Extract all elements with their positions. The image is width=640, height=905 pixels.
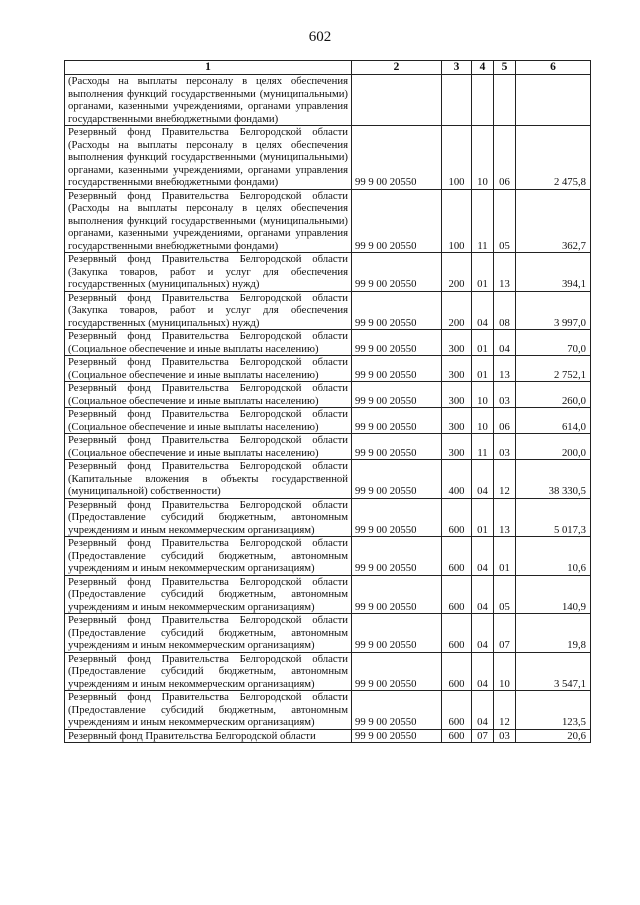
- section-cell: 10: [472, 382, 494, 408]
- section-cell: 01: [472, 253, 494, 292]
- subsection-cell: 08: [494, 291, 516, 330]
- section-cell: 04: [472, 291, 494, 330]
- table-row: [65, 408, 591, 434]
- section-cell: 10: [472, 126, 494, 190]
- table-row: [65, 575, 591, 614]
- column-header: 5: [494, 61, 516, 75]
- table-row: [65, 75, 591, 126]
- expense-name-cell: Резервный фонд Правительства Белгородской области (Предоставление субсидий бюджетным, автономным учреждениям и иным некоммерческим организациям): [65, 498, 352, 537]
- expense-name-cell: Резервный фонд Правительства Белгородской области (Социальное обеспечение и иные выплаты населению): [65, 330, 352, 356]
- subsection-cell: 12: [494, 691, 516, 730]
- amount-cell: 362,7: [516, 189, 591, 253]
- subsection-cell: 13: [494, 253, 516, 292]
- table-row: [65, 126, 591, 190]
- target-article-cell: 99 9 00 20550: [352, 460, 442, 499]
- expense-type-cell: 600: [442, 498, 472, 537]
- subsection-cell: 13: [494, 356, 516, 382]
- target-article-cell: 99 9 00 20550: [352, 408, 442, 434]
- column-header: 1: [65, 61, 352, 75]
- subsection-cell: 06: [494, 408, 516, 434]
- amount-cell: 10,6: [516, 537, 591, 576]
- target-article-cell: 99 9 00 20550: [352, 434, 442, 460]
- target-article-cell: 99 9 00 20550: [352, 126, 442, 190]
- expense-type-cell: 600: [442, 575, 472, 614]
- section-cell: 01: [472, 498, 494, 537]
- target-article-cell: 99 9 00 20550: [352, 189, 442, 253]
- target-article-cell: 99 9 00 20550: [352, 537, 442, 576]
- subsection-cell: 10: [494, 652, 516, 691]
- amount-cell: 260,0: [516, 382, 591, 408]
- subsection-cell: 12: [494, 460, 516, 499]
- expense-type-cell: 200: [442, 291, 472, 330]
- subsection-cell: 03: [494, 382, 516, 408]
- subsection-cell: 03: [494, 434, 516, 460]
- subsection-cell: 05: [494, 189, 516, 253]
- column-header: 4: [472, 61, 494, 75]
- expense-name-cell: Резервный фонд Правительства Белгородской области (Предоставление субсидий бюджетным, автономным учреждениям и иным некоммерческим организациям): [65, 652, 352, 691]
- subsection-cell: 05: [494, 575, 516, 614]
- amount-cell: 38 330,5: [516, 460, 591, 499]
- amount-cell: 19,8: [516, 614, 591, 653]
- expense-type-cell: [442, 75, 472, 126]
- target-article-cell: [352, 75, 442, 126]
- amount-cell: 123,5: [516, 691, 591, 730]
- expense-type-cell: 100: [442, 126, 472, 190]
- amount-cell: 614,0: [516, 408, 591, 434]
- table-header-row: [65, 61, 591, 75]
- section-cell: 04: [472, 652, 494, 691]
- expense-name-cell: Резервный фонд Правительства Белгородской области (Социальное обеспечение и иные выплаты населению): [65, 382, 352, 408]
- table-row: [65, 652, 591, 691]
- amount-cell: 200,0: [516, 434, 591, 460]
- amount-cell: 70,0: [516, 330, 591, 356]
- table-row: [65, 614, 591, 653]
- amount-cell: 3 997,0: [516, 291, 591, 330]
- table-row: [65, 382, 591, 408]
- table-row: [65, 253, 591, 292]
- amount-cell: 394,1: [516, 253, 591, 292]
- amount-cell: [516, 75, 591, 126]
- table-body: [65, 75, 591, 743]
- target-article-cell: 99 9 00 20550: [352, 382, 442, 408]
- section-cell: 01: [472, 330, 494, 356]
- section-cell: 10: [472, 408, 494, 434]
- column-header: 2: [352, 61, 442, 75]
- expense-type-cell: 300: [442, 408, 472, 434]
- section-cell: 04: [472, 575, 494, 614]
- subsection-cell: [494, 75, 516, 126]
- table-row: [65, 291, 591, 330]
- expense-type-cell: 300: [442, 434, 472, 460]
- target-article-cell: 99 9 00 20550: [352, 729, 442, 743]
- expense-type-cell: 300: [442, 330, 472, 356]
- section-cell: [472, 75, 494, 126]
- table-row: [65, 189, 591, 253]
- expense-type-cell: 600: [442, 729, 472, 743]
- expense-name-cell: Резервный фонд Правительства Белгородской области (Социальное обеспечение и иные выплаты населению): [65, 356, 352, 382]
- expense-name-cell: Резервный фонд Правительства Белгородской области (Расходы на выплаты персоналу в целях обеспечения выполнения функций государственными (муниципальными) органами, казенными учреждениями, органами управления государственными внебюджетными фондами): [65, 189, 352, 253]
- expense-type-cell: 200: [442, 253, 472, 292]
- expense-name-cell: (Расходы на выплаты персоналу в целях обеспечения выполнения функций государственными (муниципальными) органами, казенными учреждениями, органами управления государственными внебюджетными фондами): [65, 75, 352, 126]
- subsection-cell: 07: [494, 614, 516, 653]
- table-row: [65, 498, 591, 537]
- amount-cell: 140,9: [516, 575, 591, 614]
- amount-cell: 2 475,8: [516, 126, 591, 190]
- table-row: [65, 434, 591, 460]
- expense-name-cell: Резервный фонд Правительства Белгородской области: [65, 729, 352, 743]
- target-article-cell: 99 9 00 20550: [352, 253, 442, 292]
- target-article-cell: 99 9 00 20550: [352, 291, 442, 330]
- table-row: [65, 330, 591, 356]
- expense-type-cell: 400: [442, 460, 472, 499]
- target-article-cell: 99 9 00 20550: [352, 691, 442, 730]
- expense-type-cell: 300: [442, 356, 472, 382]
- expense-name-cell: Резервный фонд Правительства Белгородской области (Предоставление субсидий бюджетным, автономным учреждениям и иным некоммерческим организациям): [65, 537, 352, 576]
- subsection-cell: 04: [494, 330, 516, 356]
- expense-name-cell: Резервный фонд Правительства Белгородской области (Закупка товаров, работ и услуг для обеспечения государственных (муниципальных) нужд): [65, 253, 352, 292]
- expense-name-cell: Резервный фонд Правительства Белгородской области (Предоставление субсидий бюджетным, автономным учреждениям и иным некоммерческим организациям): [65, 614, 352, 653]
- amount-cell: 2 752,1: [516, 356, 591, 382]
- section-cell: 04: [472, 537, 494, 576]
- expense-name-cell: Резервный фонд Правительства Белгородской области (Закупка товаров, работ и услуг для обеспечения государственных (муниципальных) нужд): [65, 291, 352, 330]
- table-row: [65, 356, 591, 382]
- target-article-cell: 99 9 00 20550: [352, 575, 442, 614]
- subsection-cell: 01: [494, 537, 516, 576]
- target-article-cell: 99 9 00 20550: [352, 614, 442, 653]
- expense-name-cell: Резервный фонд Правительства Белгородской области (Предоставление субсидий бюджетным, автономным учреждениям и иным некоммерческим организациям): [65, 575, 352, 614]
- expense-type-cell: 300: [442, 382, 472, 408]
- table-row: [65, 729, 591, 743]
- subsection-cell: 06: [494, 126, 516, 190]
- budget-table: [64, 60, 591, 743]
- target-article-cell: 99 9 00 20550: [352, 652, 442, 691]
- expense-name-cell: Резервный фонд Правительства Белгородской области (Капитальные вложения в объекты государственной (муниципальной) собственности): [65, 460, 352, 499]
- target-article-cell: 99 9 00 20550: [352, 330, 442, 356]
- amount-cell: 5 017,3: [516, 498, 591, 537]
- target-article-cell: 99 9 00 20550: [352, 498, 442, 537]
- section-cell: 07: [472, 729, 494, 743]
- expense-name-cell: Резервный фонд Правительства Белгородской области (Предоставление субсидий бюджетным, автономным учреждениям и иным некоммерческим организациям): [65, 691, 352, 730]
- section-cell: 11: [472, 189, 494, 253]
- column-header: 3: [442, 61, 472, 75]
- table-row: [65, 691, 591, 730]
- expense-name-cell: Резервный фонд Правительства Белгородской области (Социальное обеспечение и иные выплаты населению): [65, 434, 352, 460]
- expense-type-cell: 600: [442, 652, 472, 691]
- section-cell: 04: [472, 460, 494, 499]
- page-number: 602: [308, 29, 332, 45]
- subsection-cell: 13: [494, 498, 516, 537]
- expense-type-cell: 600: [442, 691, 472, 730]
- section-cell: 01: [472, 356, 494, 382]
- section-cell: 04: [472, 691, 494, 730]
- subsection-cell: 03: [494, 729, 516, 743]
- expense-type-cell: 100: [442, 189, 472, 253]
- expense-type-cell: 600: [442, 614, 472, 653]
- amount-cell: 3 547,1: [516, 652, 591, 691]
- table-row: [65, 460, 591, 499]
- expense-name-cell: Резервный фонд Правительства Белгородской области (Расходы на выплаты персоналу в целях обеспечения выполнения функций государственными (муниципальными) органами, казенными учреждениями, органами управления государственными внебюджетными фондами): [65, 126, 352, 190]
- target-article-cell: 99 9 00 20550: [352, 356, 442, 382]
- amount-cell: 20,6: [516, 729, 591, 743]
- table-row: [65, 537, 591, 576]
- expense-name-cell: Резервный фонд Правительства Белгородской области (Социальное обеспечение и иные выплаты населению): [65, 408, 352, 434]
- section-cell: 11: [472, 434, 494, 460]
- expense-type-cell: 600: [442, 537, 472, 576]
- column-header: 6: [516, 61, 591, 75]
- section-cell: 04: [472, 614, 494, 653]
